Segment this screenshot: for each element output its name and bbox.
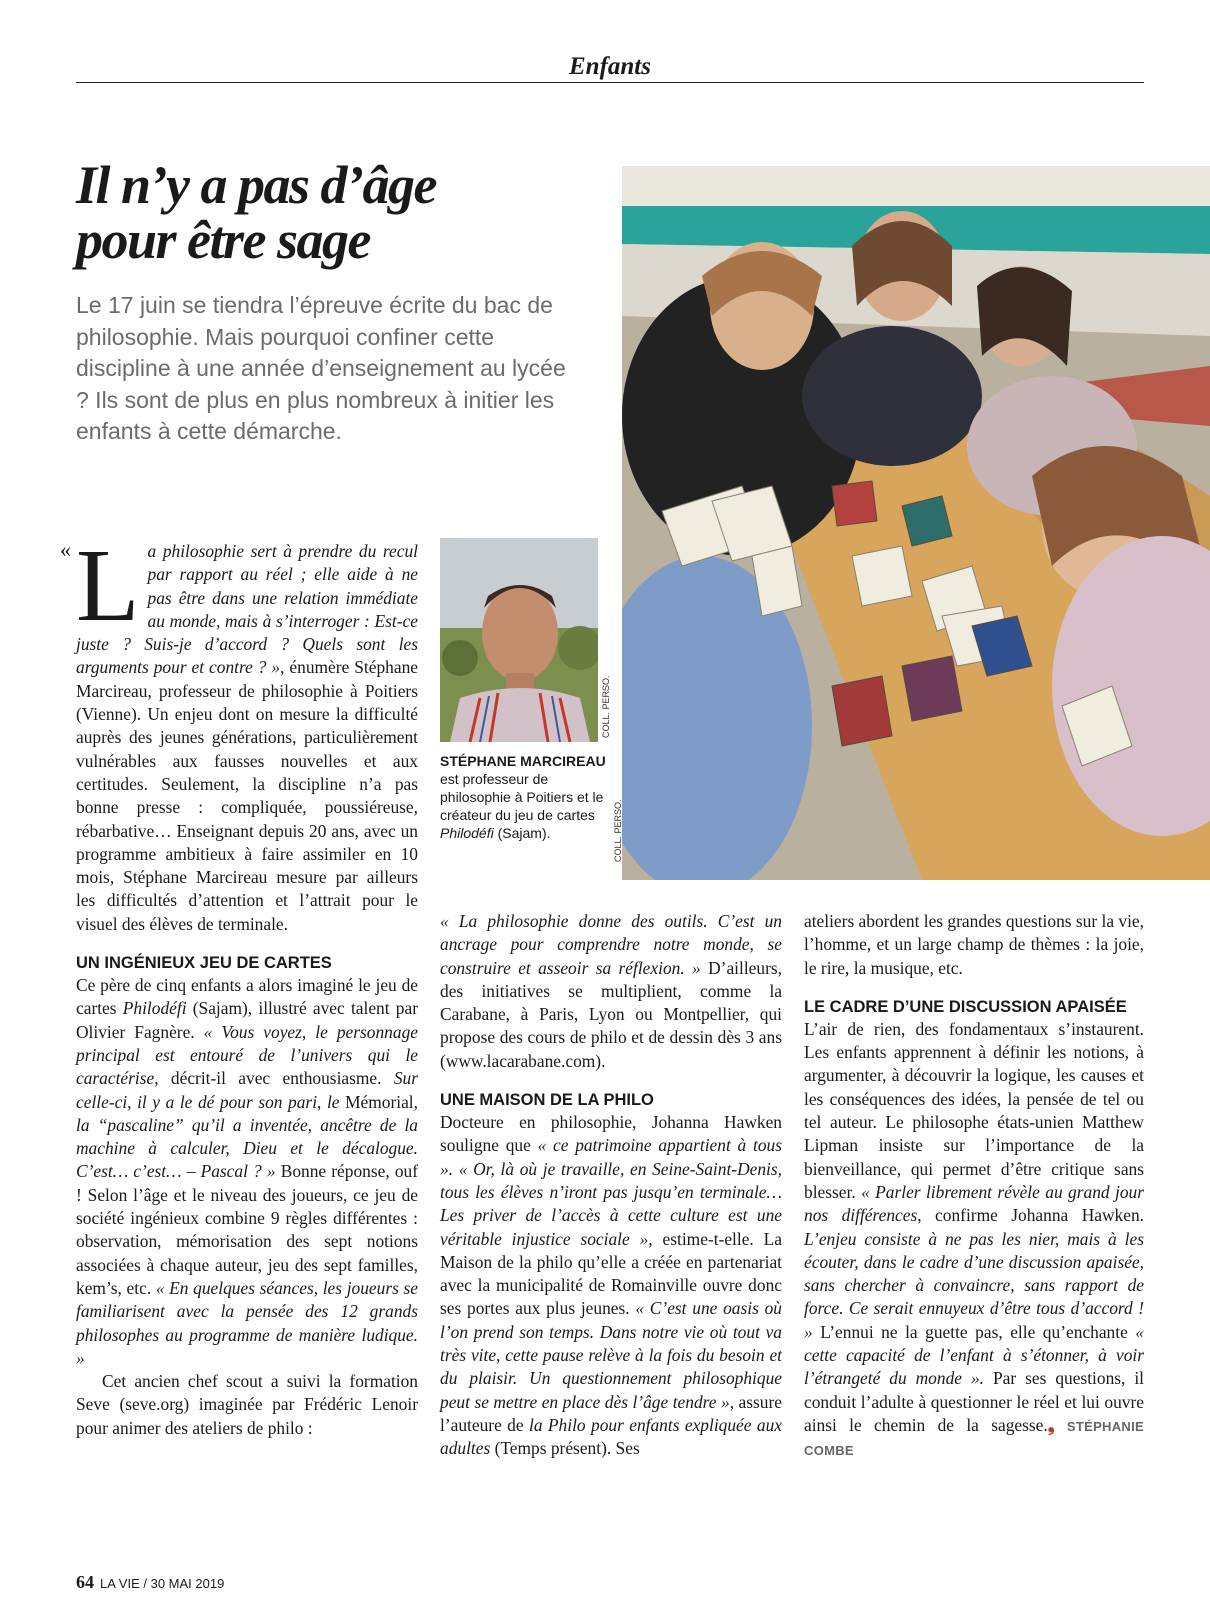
lead-paragraph: Le 17 juin se tiendra l’épreuve écrite du bac de philosophie. Mais pourquoi confiner cette discipline à une année d’enseignement au lycée ? Ils sont de plus en plus nombreux à initier les enfants à cette démarche.: [76, 292, 566, 444]
portrait-caption: [440, 752, 610, 842]
page-footer: [76, 1572, 224, 1593]
paragraph-maison-philo: Docteure en philosophie, Johanna Hawken souligne que « ce patrimoine appartient à tous ». « Or, là où je travaille, en Seine-Saint-Denis, tous les élèves n’iront pas jusqu’en terminale… Les priver de l’accès à cette culture est une véritable injustice sociale », estime-t-elle. La Maison de la philo qu’elle a créée en partenariat avec la municipalité de Romainville ouvre donc ses portes aux plus jeunes. « C’est une oasis où l’on prend son temps. Dans notre vie où tout va très vite, cette pause relève à la fois du besoin et du plaisir. Un questionnement philosophique peut se mettre en place dès l’âge tendre », assure l’auteure de la Philo pour enfants expliquée aux adultes (Temps présent). Ses: [440, 1112, 782, 1459]
stephane-marcireau-portrait-image: [440, 538, 598, 742]
paragraph-tools: « La philosophie donne des outils. C’est un ancrage pour comprendre notre monde, se construire et asseoir sa réflexion. » D’ailleurs, des initiatives se multiplient, comme la Carabane, à Paris, Lyon ou Montpellier, qui propose des cours de philo et de dessin dès 3 ans (www.lacarabane.com).: [440, 911, 782, 1071]
subhead-discussion: LE CADRE D’UNE DISCUSSION APAISÉE: [804, 997, 1127, 1016]
section-title: Enfants: [569, 53, 651, 80]
paragraph-seve: Cet ancien chef scout a suivi la formation Seve (seve.org) imaginée par Frédéric Lenoir pour animer des ateliers de philo :: [76, 1371, 418, 1438]
page-number: 64: [76, 1572, 94, 1592]
paragraph-intro: [60, 528, 418, 936]
paragraph-card-game: Ce père de cinq enfants a alors imaginé le jeu de cartes Philodéfi (Sajam), illustré avec talent par Olivier Fagnère. « Vous voyez, le personnage principal est entouré de l’univers qui le caractérise, décrit-il avec enthousiasme. Sur celle-ci, il y a le dé pour son pari, le Mémorial, la “pascaline” qu’il a inventée, ancêtre de la machine à calculer, Dieu et le décalogue. C’est… c’est… – Pascal ? » Bonne réponse, ouf ! Selon l’âge et le niveau des joueurs, ce jeu de société ingénieux combine 9 règles différentes : observation, mémorisation des sept notions associées à chaque auteur, jeu des sept familles, kem’s, etc. « En quelques séances, les joueurs se familiarisent avec la pensée des 12 grands philosophes au programme de manière ludique. »: [76, 975, 419, 1368]
article-column-3: [804, 910, 1144, 1463]
headline: [76, 155, 596, 270]
author-signature: STÉPHANIE COMBE: [804, 1418, 1144, 1459]
intro-text: , énumère Stéphane Marcireau, professeur de philosophie à Poitiers (Vienne). Un enjeu dont on mesure la difficulté auprès des jeunes générations, particulièrement vulnérables aux fausses nouvelles et aux certitudes. Seulement, la discipline n’a pas bonne presse : compliquée, poussiéreuse, rébarbative… Enseignant depuis 20 ans, avec un programme ambitieux à faire assimiler en 10 mois, Stéphane Marcireau mesure par ailleurs les difficultés d’attention et l’attrait pour le visuel des élèves de terminale.: [76, 657, 418, 934]
main-photo-credit: COLL. PERSO.: [613, 799, 623, 862]
paragraph-ateliers: ateliers abordent les grandes questions sur la vie, l’homme, et un large champ de thèmes : la joie, le rire, la musique, etc.: [804, 911, 1144, 978]
article-column-1: [60, 528, 419, 1440]
caption-text-end: (Sajam).: [493, 825, 551, 841]
students-card-game-image: [622, 166, 1210, 880]
intro-quote: a philosophie sert à prendre du recul par rapport au réel ; elle aide à ne pas être dans une relation immédiate au monde, mais à s’interroger : Est-ce juste ? Suis-je d’accord ? Quels sont les arguments pour et contre ? »: [76, 541, 418, 678]
section-header: [76, 52, 1144, 83]
caption-text: est professeur de philosophie à Poitiers et le créateur du jeu de cartes: [440, 771, 604, 823]
drop-cap: L: [76, 528, 140, 643]
publication-info: LA VIE / 30 MAI 2019: [100, 1576, 225, 1591]
end-mark-icon: ❟: [1047, 1414, 1055, 1435]
paragraph-discussion: L’air de rien, des fondamentaux s’instaurent. Les enfants apprennent à définir les notions, à argumenter, à découvrir la logique, les causes et les conséquences des idées, la pensée de tel ou tel auteur. Le philosophe états-unien Matthew Lipman insiste sur l’importance de la bienveillance, qui permet d’être critique sans blesser. « Parler librement révèle au grand jour nos différences, confirme Johanna Hawken. L’enjeu consiste à ne pas les nier, mais à les écouter, dans le cadre d’une discussion apaisée, sans chercher à convaincre, sans rapport de force. Ce serait ennuyeux d’être tous d’accord ! » L’ennui ne la guette pas, elle qu’enchante « cette capacité de l’enfant à s’étonner, à voir l’étrangeté du monde ». Par ses questions, il conduit l’adulte à questionner le réel et lui ouvre ainsi le chemin de la sagesse.❟ STÉPHANIE COMBE: [804, 1018, 1145, 1459]
caption-game-title: Philodéfi: [440, 825, 494, 841]
portrait-photo-credit: COLL. PERSO.: [601, 675, 611, 738]
headline-line-2: pour être sage: [76, 210, 370, 270]
portrait-photo: [440, 538, 598, 742]
headline-line-1: Il n’y a pas d’âge: [76, 155, 436, 215]
caption-name: STÉPHANE MARCIREAU: [440, 753, 606, 769]
article-column-2: [440, 910, 782, 1461]
subhead-card-game: UN INGÉNIEUX JEU DE CARTES: [76, 954, 332, 973]
opening-quote-mark: «: [60, 537, 71, 562]
subhead-maison-philo: UNE MAISON DE LA PHILO: [440, 1091, 654, 1110]
main-photo: [622, 166, 1210, 880]
